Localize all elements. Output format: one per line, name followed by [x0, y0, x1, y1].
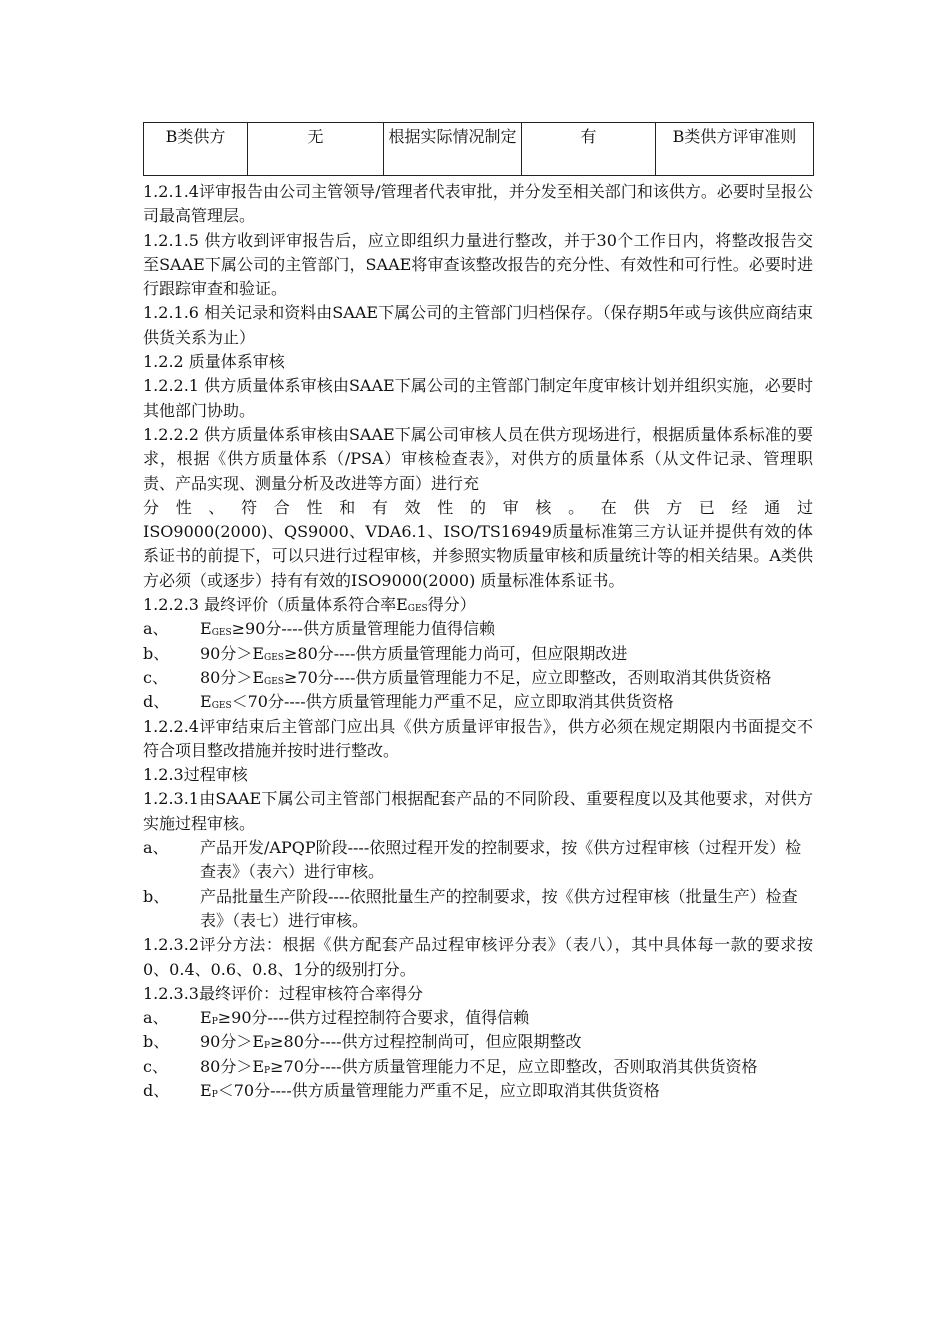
section-heading: 1.2.2 质量体系审核: [143, 352, 285, 372]
list-item: [143, 666, 813, 690]
list-text: $E_{GES}<70$分----供方质量管理能力严重不足，应立即取消其供货资格: [200, 692, 674, 712]
paragraph: 1.2.3.1由SAAE下属公司主管部门根据配套产品的不同阶段、重要程度以及其他要求，对供方实施过程审核。: [143, 789, 813, 833]
list-marker: a、: [143, 1008, 169, 1028]
list-text: 90分$>E_{GES}\ge 80$分----供方质量管理能力尚可，但应限期改进: [200, 643, 628, 663]
table-cell: 根据实际情况制定: [384, 123, 522, 176]
subsection-heading: [143, 593, 813, 617]
list-text: 80分$>E_{GES}\ge 70$分----供方质量管理能力不足，应立即整改，否则取消其供货资格: [200, 667, 772, 687]
list-marker: a、: [143, 838, 169, 858]
document-body: [143, 180, 813, 1103]
list-text: 产品批量生产阶段----依照批量生产的控制要求，按《供方过程审核（批量生产）检查表》（表七）进行审核。: [200, 886, 798, 930]
subscript: P: [211, 1089, 218, 1100]
list-text: 80分$>E_P\ge 70$分----供方质量管理能力不足，应立即整改，否则取消其供货资格: [200, 1056, 758, 1076]
list-item: [143, 885, 813, 934]
list-marker: c、: [143, 667, 168, 687]
subscript: P: [264, 1041, 271, 1052]
list-item: [143, 836, 813, 885]
paragraph: 1.2.2.1 供方质量体系审核由SAAE下属公司的主管部门制定年度审核计划并组织实施，必要时其他部门协助。: [143, 376, 813, 420]
list-marker: d、: [143, 692, 170, 712]
table-row: [144, 123, 814, 176]
list-item: [143, 1079, 813, 1103]
heading-text: 1.2.2.3 最终评价（质量体系符合率E: [143, 595, 408, 615]
paragraph: 1.2.1.6 相关记录和资料由SAAE下属公司的主管部门归档保存。（保存期5年或与该供应商结束供货关系为止）: [143, 303, 813, 347]
list-marker: b、: [143, 1032, 170, 1052]
list-text: $E_P<70$分----供方质量管理能力严重不足，应立即取消其供货资格: [200, 1080, 660, 1100]
heading-text: 得分）: [427, 595, 476, 615]
subscript: GES: [264, 652, 284, 663]
subscript: P: [264, 1065, 271, 1076]
list-item: [143, 642, 813, 666]
subscript: GES: [407, 604, 428, 615]
list-marker: b、: [143, 886, 170, 906]
list-text: 产品开发/APQP阶段----依照过程开发的控制要求，按《供方过程审核（过程开发）检查表》（表六）进行审核。: [200, 838, 802, 882]
list-marker: a、: [143, 619, 169, 639]
subscript: GES: [264, 676, 284, 687]
table-cell: B类供方评审准则: [656, 123, 814, 176]
list-item: [143, 617, 813, 641]
paragraph: ISO9000(2000)、QS9000、VDA6.1、ISO/TS16949质量标准第三方认证并提供有效的体系证书的前提下，可以只进行过程审核，并参照实物质量审核和质量统计等的相关结果。A类供方必须（或逐步）持有有效的ISO9000(2000) 质量标准体系证书。: [143, 522, 813, 590]
list-item: [143, 1030, 813, 1054]
list-item: [143, 1055, 813, 1079]
subscript: GES: [211, 701, 232, 712]
subscript: P: [211, 1017, 218, 1028]
paragraph: 1.2.2.4评审结束后主管部门应出具《供方质量评审报告》，供方必须在规定期限内书面提交不符合项目整改措施并按时进行整改。: [143, 716, 813, 760]
page-content: [143, 122, 813, 1103]
list-marker: b、: [143, 643, 170, 663]
paragraph: 1.2.3.2评分方法：根据《供方配套产品过程审核评分表》（表八），其中具体每一款的要求按0、0.4、0.6、0.8、1分的级别打分。: [143, 935, 813, 979]
list-text: $E_{GES}\ge 90$分----供方质量管理能力值得信赖: [200, 619, 496, 639]
list-text: $E_P\ge 90$分----供方过程控制符合要求，值得信赖: [200, 1008, 530, 1028]
list-marker: d、: [143, 1080, 170, 1100]
table-cell: B类供方: [144, 123, 248, 176]
table-cell: 有: [522, 123, 656, 176]
section-heading: 1.2.3过程审核: [143, 765, 248, 785]
paragraph: 1.2.1.4评审报告由公司主管领导/管理者代表审批，并分发至相关部门和该供方。必要时呈报公司最高管理层。: [143, 182, 813, 226]
list-item: [143, 690, 813, 714]
table-cell: 无: [248, 123, 384, 176]
paragraph: 1.2.1.5 供方收到评审报告后，应立即组织力量进行整改，并于30个工作日内，将整改报告交至SAAE下属公司的主管部门，SAAE将审查该整改报告的充分性、有效性和可行性。必要时进行跟踪审查和验证。: [143, 230, 813, 299]
list-marker: c、: [143, 1056, 168, 1076]
subscript: GES: [211, 628, 232, 639]
list-item: [143, 1006, 813, 1030]
supplier-table: [143, 122, 814, 176]
paragraph-spread-line: 分 性 、 符 合 性 和 有 效 性 的 审 核 。 在 供 方 已 经 通 过: [143, 497, 813, 517]
list-text: 90分$>E_P\ge 80$分----供方过程控制尚可，但应限期整改: [200, 1032, 582, 1052]
paragraph: 1.2.2.2 供方质量体系审核由SAAE下属公司审核人员在供方现场进行，根据质量体系标准的要求，根据《供方质量体系（/PSA）审核检查表》，对供方的质量体系（从文件记录、管理职责、产品实现、测量分析及改进等方面）进行充: [143, 424, 813, 493]
subsection-heading: 1.2.3.3最终评价：过程审核符合率得分: [143, 983, 423, 1003]
